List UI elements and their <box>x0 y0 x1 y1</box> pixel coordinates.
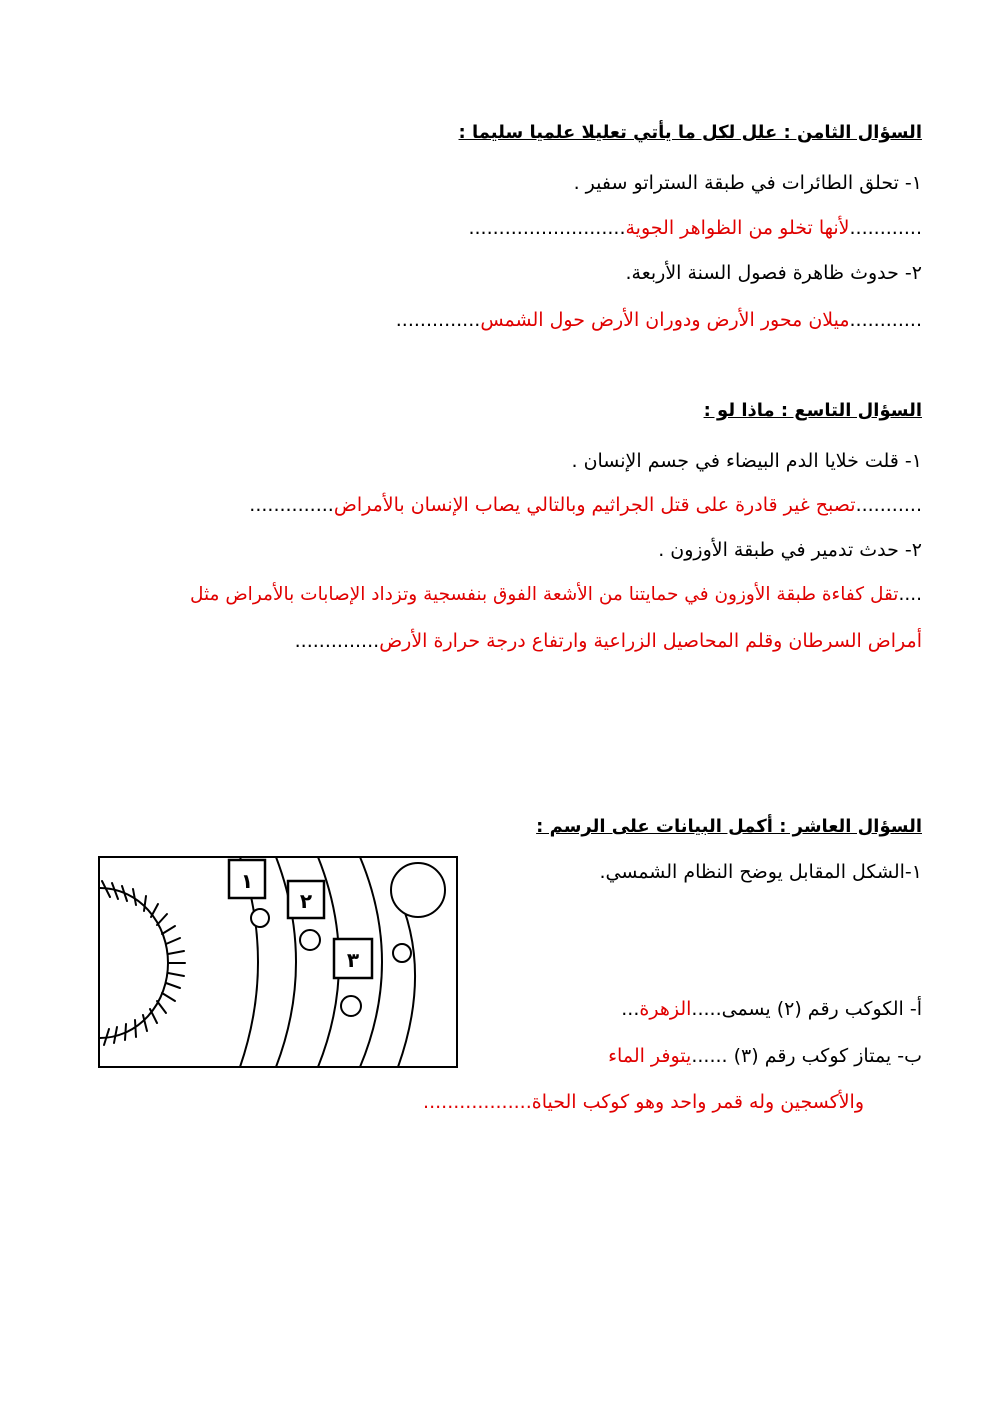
label-box-1 <box>229 860 265 898</box>
q10-b-answer-part2: والأكسجين وله قمر واحد وهو كوكب الحياة <box>531 1091 864 1113</box>
solar-system-diagram <box>98 856 458 1068</box>
q8-item1-question: ١- تحلق الطائرات في طبقة الستراتو سفير . <box>573 172 922 194</box>
q10-intro: ١-الشكل المقابل يوضح النظام الشمسي. <box>599 861 922 883</box>
q9-item2-prefix-dots: .... <box>898 584 922 605</box>
q10-b-question: ب- يمتاز كوكب رقم (٣) ...... <box>691 1045 922 1067</box>
q9-item2-answer-line1 <box>190 584 922 605</box>
q9-heading: السؤال التاسع : ماذا لو : <box>703 400 922 421</box>
q9-item2-answer-part1: تقل كفاءة طبقة الأوزون في حمايتنا من الأشعة الفوق بنفسجية وتزداد الإصابات بالأمراض مثل <box>189 584 899 605</box>
planet-3 <box>341 996 361 1016</box>
q8-item2-suffix-dots: .............. <box>395 309 481 331</box>
label-3-text: ٣ <box>346 948 360 972</box>
q8-heading: السؤال الثامن : علل لكل ما يأتي تعليلا علميا سليما : <box>458 122 922 143</box>
q10-a-line <box>621 998 922 1020</box>
q9-item2-question: ٢- حدث تدمير في طبقة الأوزون . <box>658 539 922 561</box>
q8-item2-answer: ميلان محور الأرض ودوران الأرض حول الشمس <box>480 309 850 331</box>
q9-item1-prefix-dots: ........... <box>855 494 922 516</box>
q8-item2-question: ٢- حدوث ظاهرة فصول السنة الأربعة. <box>625 262 922 284</box>
q9-item1-question: ١- قلت خلايا الدم البيضاء في جسم الإنسان . <box>571 450 922 472</box>
label-1-text: ١ <box>240 869 254 893</box>
q9-item2-answer-part2: أمراض السرطان وقلم المحاصيل الزراعية وارتفاع درجة حرارة الأرض <box>379 630 922 652</box>
planet-1 <box>251 909 269 927</box>
planet-large <box>391 863 445 917</box>
q10-b-answer-part1: يتوفر الماء <box>608 1045 692 1067</box>
q8-item1-prefix-dots: ............ <box>849 217 922 239</box>
q9-item1-answer-line <box>249 494 922 516</box>
planet-2 <box>300 930 320 950</box>
q9-item2-answer-line2 <box>295 630 922 652</box>
q8-item2-prefix-dots: ............ <box>849 309 922 331</box>
q9-item2-suffix-dots: .............. <box>294 630 380 652</box>
q9-item1-answer: تصبح غير قادرة على قتل الجراثيم وبالتالي يصاب الإنسان بالأمراض <box>333 494 856 516</box>
q9-item1-suffix-dots: .............. <box>249 494 334 516</box>
q10-heading: السؤال العاشر : أكمل البيانات على الرسم : <box>536 816 922 837</box>
label-box-3 <box>334 939 372 978</box>
q8-item2-answer-line <box>396 309 922 331</box>
q8-item1-suffix-dots: .......................... <box>468 217 626 239</box>
q8-item1-answer: لأنها تخلو من الظواهر الجوية <box>625 217 850 239</box>
label-2-text: ٢ <box>299 889 313 913</box>
q10-b-suffix-dots: .................. <box>423 1091 532 1113</box>
q10-a-question: أ- الكوكب رقم (٢) يسمى..... <box>691 998 922 1020</box>
planet-4 <box>393 944 411 962</box>
q10-a-suffix-dots: ... <box>621 998 640 1020</box>
q8-item1-answer-line <box>468 217 922 239</box>
label-box-2 <box>288 881 324 918</box>
q10-b-line <box>608 1045 922 1067</box>
q10-a-answer: الزهرة <box>639 998 692 1020</box>
q10-b-line2 <box>423 1091 864 1113</box>
